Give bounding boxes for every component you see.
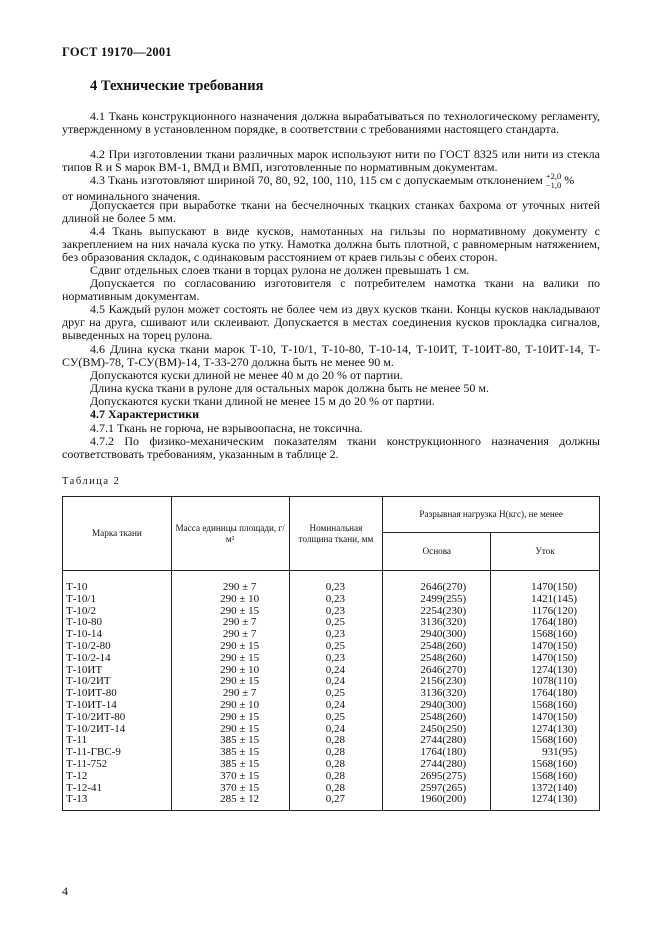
cell-mass: 290 ± 7 bbox=[171, 571, 289, 594]
cell-base: 2744(280) bbox=[383, 759, 491, 771]
cell-base: 1764(180) bbox=[383, 747, 491, 759]
cell-mass: 290 ± 7 bbox=[171, 617, 289, 629]
cell-brand: Т-10ИТ-80 bbox=[63, 688, 172, 700]
cell-brand: Т-10ИТ bbox=[63, 665, 172, 677]
cell-weft: 1470(150) bbox=[491, 653, 600, 665]
header-base: Основа bbox=[383, 533, 491, 571]
cell-brand: Т-10/2ИТ bbox=[63, 676, 172, 688]
cell-thickness: 0,25 bbox=[289, 712, 383, 724]
cell-thickness: 0,25 bbox=[289, 617, 383, 629]
paragraph-text: 4.6 Длина куска ткани марок Т-10, Т-10/1, Т-10-80, Т-10-14, Т-10ИТ, Т-10ИТ-80, Т-10ИТ-14, Т-СУ(ВМ)-78, Т-СУ(ВМ)-14, Т-33-270 должна быть не менее 90 м. bbox=[62, 342, 600, 369]
cell-brand: Т-10/2 bbox=[63, 606, 172, 618]
table-row bbox=[63, 594, 600, 606]
percent-sign: % bbox=[564, 172, 575, 187]
page-number: 4 bbox=[62, 884, 68, 898]
cell-base: 2548(260) bbox=[383, 712, 491, 724]
cell-weft: 1568(160) bbox=[491, 735, 600, 747]
cell-mass: 285 ± 12 bbox=[171, 794, 289, 810]
paragraph-text: Длина куска ткани в рулоне для остальных марок должна быть не менее 50 м. bbox=[90, 381, 489, 395]
header-thickness: Номинальная толщина ткани, мм bbox=[289, 497, 383, 571]
cell-mass: 290 ± 7 bbox=[171, 688, 289, 700]
table-row bbox=[63, 571, 600, 594]
cell-thickness: 0,25 bbox=[289, 688, 383, 700]
subsection-title-text: 4.7 Характеристики bbox=[90, 407, 200, 421]
cell-mass: 385 ± 15 bbox=[171, 747, 289, 759]
paragraph-other-brands bbox=[62, 382, 600, 395]
cell-weft: 1470(150) bbox=[491, 571, 600, 594]
cell-brand: Т-12-41 bbox=[63, 783, 172, 795]
cell-weft: 1274(130) bbox=[491, 665, 600, 677]
tolerance-plus: +2,0 bbox=[545, 171, 562, 181]
paragraph-text: 4.4 Ткань выпускают в виде кусков, намотанных на гильзы по нормативному документу с закреплением на них начала куска по утку. Намотка должна быть плотной, с равномерным натяжением, без образования складок, с одинаковым расстоянием от краев гильзы с обеих сторон. bbox=[62, 224, 600, 264]
cell-mass: 290 ± 15 bbox=[171, 653, 289, 665]
paragraph-text: 4.1 Ткань конструкционного назначения должна вырабатываться по технологическому регламенту, утвержденному в установленном порядке, в соответствии с требованиями настоящего стандарта. bbox=[62, 109, 600, 136]
cell-mass: 290 ± 15 bbox=[171, 712, 289, 724]
cell-mass: 290 ± 10 bbox=[171, 700, 289, 712]
cell-brand: Т-10/2ИТ-80 bbox=[63, 712, 172, 724]
cell-thickness: 0,23 bbox=[289, 571, 383, 594]
cell-thickness: 0,24 bbox=[289, 700, 383, 712]
cell-weft: 1568(160) bbox=[491, 629, 600, 641]
cell-thickness: 0,24 bbox=[289, 665, 383, 677]
cell-mass: 290 ± 15 bbox=[171, 641, 289, 653]
paragraph-layer-shift bbox=[62, 264, 600, 277]
paragraph-4-6 bbox=[62, 343, 600, 369]
cell-weft: 1568(160) bbox=[491, 700, 600, 712]
cell-base: 2156(230) bbox=[383, 676, 491, 688]
cell-base: 3136(320) bbox=[383, 688, 491, 700]
cell-thickness: 0,27 bbox=[289, 794, 383, 810]
cell-brand: Т-13 bbox=[63, 794, 172, 810]
cell-mass: 290 ± 10 bbox=[171, 665, 289, 677]
cell-thickness: 0,24 bbox=[289, 676, 383, 688]
table-row bbox=[63, 759, 600, 771]
cell-brand: Т-10/2-80 bbox=[63, 641, 172, 653]
paragraph-4-2 bbox=[62, 148, 600, 174]
table-row bbox=[63, 771, 600, 783]
cell-base: 2744(280) bbox=[383, 735, 491, 747]
cell-brand: Т-12 bbox=[63, 771, 172, 783]
tolerance-fraction bbox=[546, 172, 561, 190]
cell-brand: Т-10/2-14 bbox=[63, 653, 172, 665]
cell-thickness: 0,25 bbox=[289, 641, 383, 653]
cell-base: 2548(260) bbox=[383, 653, 491, 665]
paragraph-4-7-1 bbox=[62, 422, 600, 435]
cell-thickness: 0,23 bbox=[289, 629, 383, 641]
cell-brand: Т-11-ГВС-9 bbox=[63, 747, 172, 759]
cell-brand: Т-10 bbox=[63, 571, 172, 594]
cell-mass: 370 ± 15 bbox=[171, 771, 289, 783]
paragraph-4-4 bbox=[62, 225, 600, 263]
header-brand: Марка ткани bbox=[63, 497, 172, 571]
paragraph-short-pieces-2 bbox=[62, 395, 600, 408]
table-row bbox=[63, 700, 600, 712]
paragraph-text: Допускается при выработке ткани на бесчелночных ткацких станках бахрома от уточных нитей длиной не более 5 мм. bbox=[62, 198, 600, 225]
paragraph-text: Сдвиг отдельных слоев ткани в торцах рулона не должен превышать 1 см. bbox=[90, 263, 470, 277]
cell-thickness: 0,28 bbox=[289, 783, 383, 795]
section-title: 4 Технические требования bbox=[90, 78, 264, 94]
header-weft: Уток bbox=[491, 533, 600, 571]
cell-brand: Т-10/1 bbox=[63, 594, 172, 606]
cell-base: 2646(270) bbox=[383, 571, 491, 594]
paragraph-text: Допускается по согласованию изготовителя с потребителем намотка ткани на валики по нормативным документам. bbox=[62, 276, 600, 303]
table-caption: Таблица 2 bbox=[62, 476, 121, 487]
cell-base: 2646(270) bbox=[383, 665, 491, 677]
cell-base: 3136(320) bbox=[383, 617, 491, 629]
cell-thickness: 0,28 bbox=[289, 771, 383, 783]
paragraph-text: Допускаются куски длиной не менее 40 м до 20 % от партии. bbox=[90, 368, 403, 382]
cell-weft: 1764(180) bbox=[491, 617, 600, 629]
cell-thickness: 0,28 bbox=[289, 735, 383, 747]
cell-mass: 290 ± 7 bbox=[171, 629, 289, 641]
table-body bbox=[63, 571, 600, 811]
paragraph-text: от номинального значения. bbox=[62, 189, 201, 203]
document-code: ГОСТ 19170—2001 bbox=[62, 45, 172, 59]
cell-mass: 290 ± 15 bbox=[171, 676, 289, 688]
cell-weft: 1764(180) bbox=[491, 688, 600, 700]
cell-base: 2597(265) bbox=[383, 783, 491, 795]
cell-brand: Т-11 bbox=[63, 735, 172, 747]
subsection-title-4-7 bbox=[62, 408, 600, 421]
cell-weft: 1078(110) bbox=[491, 676, 600, 688]
table-row bbox=[63, 653, 600, 665]
cell-weft: 1274(130) bbox=[491, 794, 600, 810]
paragraph-text: 4.3 Ткань изготовляют шириной 70, 80, 92, 100, 110, 115 см с допускаемым отклонением bbox=[90, 172, 543, 187]
cell-mass: 385 ± 15 bbox=[171, 759, 289, 771]
cell-thickness: 0,23 bbox=[289, 606, 383, 618]
cell-base: 2940(300) bbox=[383, 629, 491, 641]
cell-weft: 1470(150) bbox=[491, 641, 600, 653]
cell-base: 1960(200) bbox=[383, 794, 491, 810]
cell-brand: Т-11-752 bbox=[63, 759, 172, 771]
specification-table bbox=[62, 496, 600, 811]
cell-base: 2695(275) bbox=[383, 771, 491, 783]
cell-weft: 1568(160) bbox=[491, 771, 600, 783]
paragraph-rollers bbox=[62, 277, 600, 303]
cell-base: 2254(230) bbox=[383, 606, 491, 618]
cell-base: 2940(300) bbox=[383, 700, 491, 712]
table-row bbox=[63, 641, 600, 653]
tolerance-minus: −1,0 bbox=[545, 180, 562, 190]
cell-weft: 1372(140) bbox=[491, 783, 600, 795]
paragraph-text: Допускаются куски ткани длиной не менее 15 м до 20 % от партии. bbox=[90, 394, 435, 408]
paragraph-4-7-2 bbox=[62, 435, 600, 461]
table-row bbox=[63, 712, 600, 724]
cell-brand: Т-10/2ИТ-14 bbox=[63, 724, 172, 736]
cell-mass: 290 ± 10 bbox=[171, 594, 289, 606]
cell-weft: 1568(160) bbox=[491, 759, 600, 771]
table-row bbox=[63, 794, 600, 810]
cell-base: 2548(260) bbox=[383, 641, 491, 653]
paragraph-text: 4.7.1 Ткань не горюча, не взрывоопасна, не токсична. bbox=[90, 421, 363, 435]
cell-mass: 290 ± 15 bbox=[171, 724, 289, 736]
cell-weft: 1176(120) bbox=[491, 606, 600, 618]
paragraph-text: 4.2 При изготовлении ткани различных марок используют нити по ГОСТ 8325 или нити из стекла типов R и S марок ВМ-1, ВМД и ВМП, изготовленные по нормативным документам. bbox=[62, 147, 600, 174]
cell-base: 2450(250) bbox=[383, 724, 491, 736]
cell-mass: 290 ± 15 bbox=[171, 606, 289, 618]
paragraph-4-1 bbox=[62, 110, 600, 136]
paragraph-short-pieces bbox=[62, 369, 600, 382]
header-breaking-load: Разрывная нагрузка Н(кгс), не менее bbox=[383, 497, 600, 533]
cell-weft: 931(95) bbox=[491, 747, 600, 759]
cell-thickness: 0,24 bbox=[289, 724, 383, 736]
cell-thickness: 0,28 bbox=[289, 747, 383, 759]
cell-thickness: 0,23 bbox=[289, 594, 383, 606]
cell-mass: 370 ± 15 bbox=[171, 783, 289, 795]
cell-mass: 385 ± 15 bbox=[171, 735, 289, 747]
cell-thickness: 0,28 bbox=[289, 759, 383, 771]
cell-brand: Т-10ИТ-14 bbox=[63, 700, 172, 712]
paragraph-4-5 bbox=[62, 303, 600, 341]
cell-thickness: 0,23 bbox=[289, 653, 383, 665]
paragraph-text: 4.7.2 По физико-механическим показателям ткани конструкционного назначения должны соответствовать требованиям, указанным в таблице 2. bbox=[62, 434, 600, 461]
cell-weft: 1274(130) bbox=[491, 724, 600, 736]
cell-weft: 1421(145) bbox=[491, 594, 600, 606]
cell-base: 2499(255) bbox=[383, 594, 491, 606]
paragraph-text: 4.5 Каждый рулон может состоять не более чем из двух кусков ткани. Концы кусков накладывают друг на друга, сшивают или склеивают. Допускается в местах соединения кусков прокладка сигналов, выведенных на торец рулона. bbox=[62, 302, 600, 342]
cell-brand: Т-10-14 bbox=[63, 629, 172, 641]
header-mass: Масса единицы площади, г/м² bbox=[171, 497, 289, 571]
cell-brand: Т-10-80 bbox=[63, 617, 172, 629]
cell-weft: 1470(150) bbox=[491, 712, 600, 724]
paragraph-fringe bbox=[62, 199, 600, 225]
